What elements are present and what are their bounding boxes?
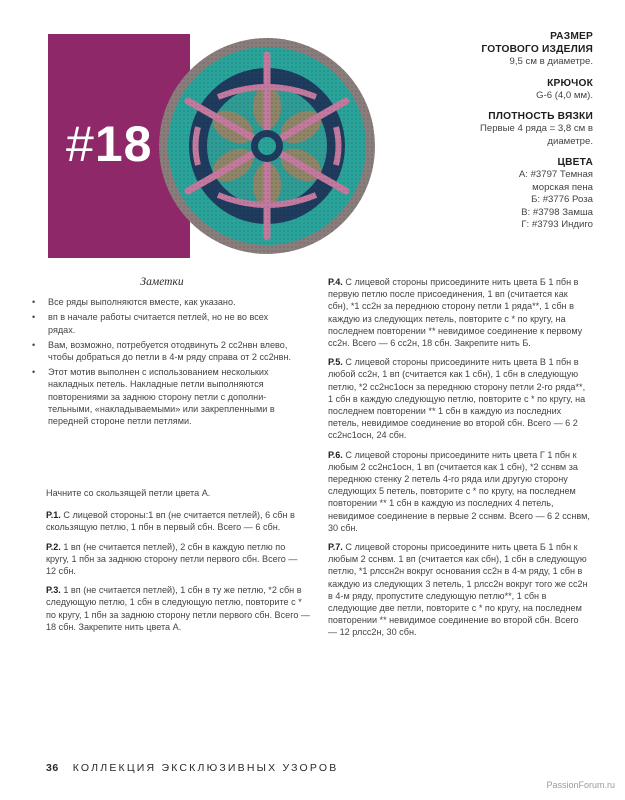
color-c: В: #3798 Замша [521, 206, 593, 218]
round-6-label: Р.6. [328, 449, 343, 460]
size-heading-2: ГОТОВОГО ИЗДЕЛИЯ [481, 44, 593, 55]
round-1-label: Р.1. [46, 510, 61, 521]
round-2-label: Р.2. [46, 541, 61, 552]
round-5-label: Р.5. [328, 357, 343, 368]
pattern-number [66, 114, 152, 174]
notes-item: • вп в начале работы считается петлей, но не во всех рядах. [28, 311, 296, 335]
pattern-specs [403, 30, 593, 232]
round-4-text: С лицевой стороны присоедините нить цвета Б 1 пбн в первую петлю после присоединения, 1 вп (считается как сбн), *1 сс2н за переднюю сторону петли 1 ряда**, 1 сбн в каждую из следующих петель, повторите с * по кругу, на последнем повторении ** невидимое соединение к первому сс2н. Всего — 6 сс2н, 18 сбн. Закрепите нить Б. [328, 277, 583, 349]
book-title: КОЛЛЕКЦИЯ ЭКСКЛЮЗИВНЫХ УЗОРОВ [72, 762, 339, 774]
round-2 [46, 541, 310, 578]
notes-box [28, 276, 296, 430]
round-4 [328, 276, 590, 349]
round-6 [328, 449, 590, 534]
color-a-line-1: А: #3797 Темная [518, 169, 593, 180]
round-7-label: Р.7. [328, 542, 343, 553]
round-5 [328, 356, 590, 441]
motif-texture [159, 38, 375, 254]
pattern-number-hash: # [66, 116, 95, 172]
color-d: Г: #3793 Индиго [521, 219, 593, 230]
round-2-text: 1 вп (не считается петлей), 2 сбн в каждую петлю по кругу, 1 пбн за заднюю сторону петли первого сбн. Всего — 12 сбн. [46, 541, 298, 577]
instructions-intro: Начните со скользящей петли цвета А. [46, 488, 211, 498]
round-5-text: С лицевой стороны присоедините нить цвета В 1 пбн в любой сс2н, 1 вп (считается как 1 сбн), 1 сбн в следующую петлю, *2 сс2нс1осн за переднюю сторону петли 2-го ряда**, 1 сбн в каждую следующую петлю, повторите с * по кругу, на последнем повторении ** 1 сбн в каждую из последних петель, невидимое соединение во второй сбн. Всего — 6 2 сс2нс1осн, 24 сбн. [328, 357, 586, 441]
size-value: 9,5 см в диаметре. [509, 56, 593, 67]
page-number: 36 [46, 762, 59, 774]
round-1 [46, 509, 310, 533]
hook-heading: КРЮЧОК [547, 77, 593, 89]
notes-item: • Все ряды выполняются вместе, как указано. [28, 296, 296, 308]
round-6-text: С лицевой стороны присоедините нить цвета Г 1 пбн к любым 2 сс2нс1осн, 1 вп (считается как 1 сбн), *2 сснвм за переднюю стенку 2 петель 4-го ряда или другую сторону следующих 5 петель, повторите с * по кругу, на последнем повторении ** 1 сбн в каждую из последних 4 петель, невидимое соединение в первые 2 сснвм. Всего — 6 2 сснвм, 30 сбн. [328, 449, 590, 533]
round-3-label: Р.3. [46, 585, 61, 596]
pattern-number-digits: 18 [94, 116, 153, 172]
instructions-right-column [328, 276, 590, 646]
crochet-motif-image [158, 37, 376, 255]
round-7 [328, 541, 590, 639]
notes-title: Заметки [140, 276, 184, 288]
instructions-left-column [46, 487, 310, 640]
color-a-line-2: морская пена [532, 181, 593, 193]
round-3-text: 1 вп (не считается петлей), 1 сбн в ту же петлю, *2 сбн в следующую петлю, 1 сбн в следующую петлю, повторите с * по кругу, 1 пбн за заднюю сторону петли первого сбн. Всего — 18 сбн. Закрепите нить цвета А. [46, 585, 310, 632]
site-watermark: PassionForum.ru [546, 780, 615, 790]
round-7-text: С лицевой стороны присоедините нить цвета Б 1 пбн к любым 2 сснвм. 1 вп (считается как сбн), 1 сбн в следующую петлю, *1 рлссн2н вокруг основания сс2н в 4-м ряду, 1 сбн в каждую из следующих 3 петель, 1 рлсс2н вокруг того же сс2н в 4-м ряду, пропустите следующую петлю**, 1 сбн в следующие две петли, повторите с * по кругу, на последнем повторении ** невидимое соединение во второй сбн. Всего — 12 рлсс2н, 30 сбн. [328, 542, 588, 638]
gauge-line-2: диаметре. [547, 135, 593, 147]
round-3 [46, 584, 310, 633]
size-heading-1: РАЗМЕР [550, 31, 593, 42]
notes-item: • Вам, возможно, потребуется отодвинуть 2 сс2нвн влево, чтобы добраться до петли в 4-м ряду справа от 2 сс2нвн. [28, 339, 296, 363]
page-footer [46, 762, 338, 774]
gauge-heading: ПЛОТНОСТЬ ВЯЗКИ [488, 111, 593, 122]
color-b: Б: #3776 Роза [531, 194, 593, 205]
round-4-label: Р.4. [328, 277, 343, 287]
hook-value: G-6 (4,0 мм). [536, 89, 593, 101]
gauge-line-1: Первые 4 ряда = 3,8 см в [479, 123, 593, 134]
colors-heading: ЦВЕТА [557, 157, 593, 168]
notes-list [28, 296, 296, 427]
round-1-text: С лицевой стороны:1 вп (не считается петлей), 6 сбн в скользящую петлю, 1 пбн в первый сбн. Всего — 6 сбн. [46, 510, 295, 533]
notes-item: • Этот мотив выполнен с использованием нескольких накладных петель. Накладные петли выполняются повторениями за заднюю сторону петли с дополнительными, «накладываемыми» или закрепленными в передней стороне петли петлями. [28, 366, 296, 427]
